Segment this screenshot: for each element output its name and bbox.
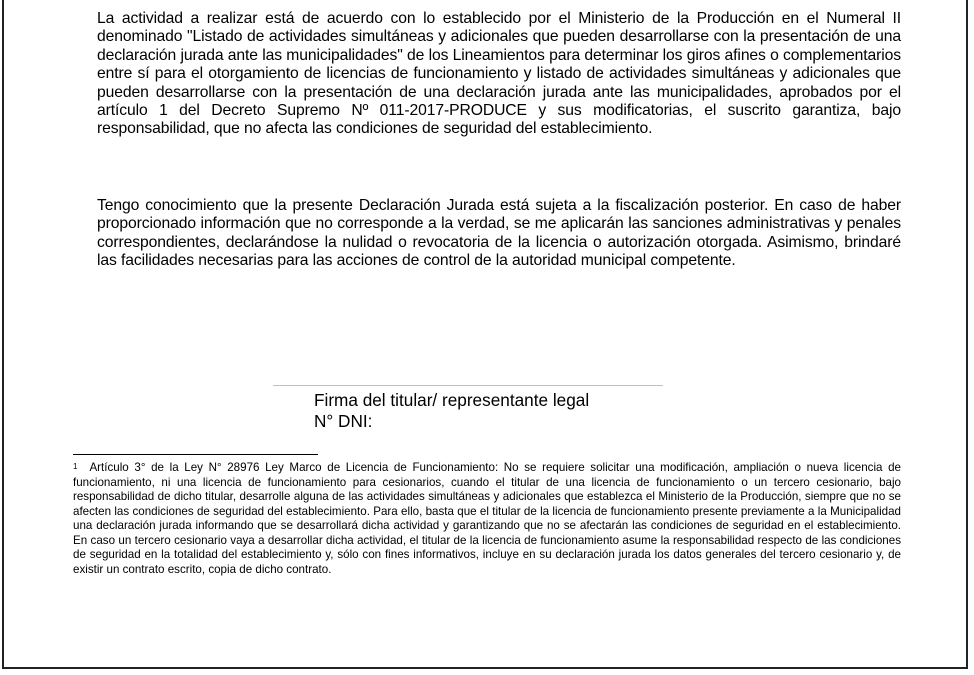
declaration-paragraph-fiscalization: Tengo conocimiento que la presente Declaración Jurada está sujeta a la fiscalización posterior. En caso de haber proporcionado información que no corresponde a la verdad, se me aplicarán las sanciones administrativas y penales correspondientes, declarándose la nulidad o revocatoria de la licencia o autorización otorgada. Asimismo, brindaré las facilidades necesarias para las acciones de control de la autoridad municipal competente. bbox=[97, 197, 901, 270]
dni-label: N° DNI: bbox=[314, 411, 373, 431]
footnote-separator bbox=[73, 454, 318, 455]
footnote-mark: 1 bbox=[73, 462, 78, 471]
declaration-paragraph-activity: La actividad a realizar está de acuerdo con lo establecido por el Ministerio de la Producción en el Numeral II denominado "Listado de actividades simultáneas y adicionales que pueden desarrollarse con la presentación de una declaración jurada ante las municipalidades" de los Lineamientos para determinar los giros afines o complementarios entre sí para el otorgamiento de licencias de funcionamiento y listado de actividades simultáneas y adicionales que pueden desarrollarse con la presentación de una declaración jurada ante las municipalidades, aprobados por el artículo 1 del Decreto Supremo Nº 011-2017-PRODUCE y sus modificatorias, el suscrito garantiza, bajo responsabilidad, que no afecta las condiciones de seguridad del establecimiento. bbox=[97, 10, 901, 138]
footnote bbox=[73, 461, 901, 577]
signature-line bbox=[273, 385, 663, 386]
signature-block bbox=[314, 390, 589, 432]
signature-label: Firma del titular/ representante legal bbox=[314, 390, 590, 410]
footnote-text: Artículo 3° de la Ley N° 28976 Ley Marco de Licencia de Funcionamiento: No se requiere solicitar una modificación, ampliación o nueva licencia de funcionamiento, ni una licencia de funcionamiento para cesionarios, cuando el titular de una licencia de funcionamiento o un tercero cesionario, bajo responsabilidad de dicho titular, desarrolle alguna de las actividades simultáneas y adicionales que establezca el Ministerio de la Producción, siempre que no se afecten las condiciones de seguridad del establecimiento. Para ello, basta que el titular de la licencia de funcionamiento presente previamente a la Municipalidad una declaración jurada informando que se desarrollará dicha actividad y garantizando que no se afectarán las condiciones de seguridad en el establecimiento. En caso un tercero cesionario vaya a desarrollar dicha actividad, el titular de la licencia de funcionamiento asume la responsabilidad respecto de las condiciones de seguridad en la totalidad del establecimiento y, sólo con fines informativos, incluye en su declaración jurada los datos generales del tercero cesionario y, de existir un contrato escrito, copia de dicho contrato. bbox=[73, 461, 901, 576]
